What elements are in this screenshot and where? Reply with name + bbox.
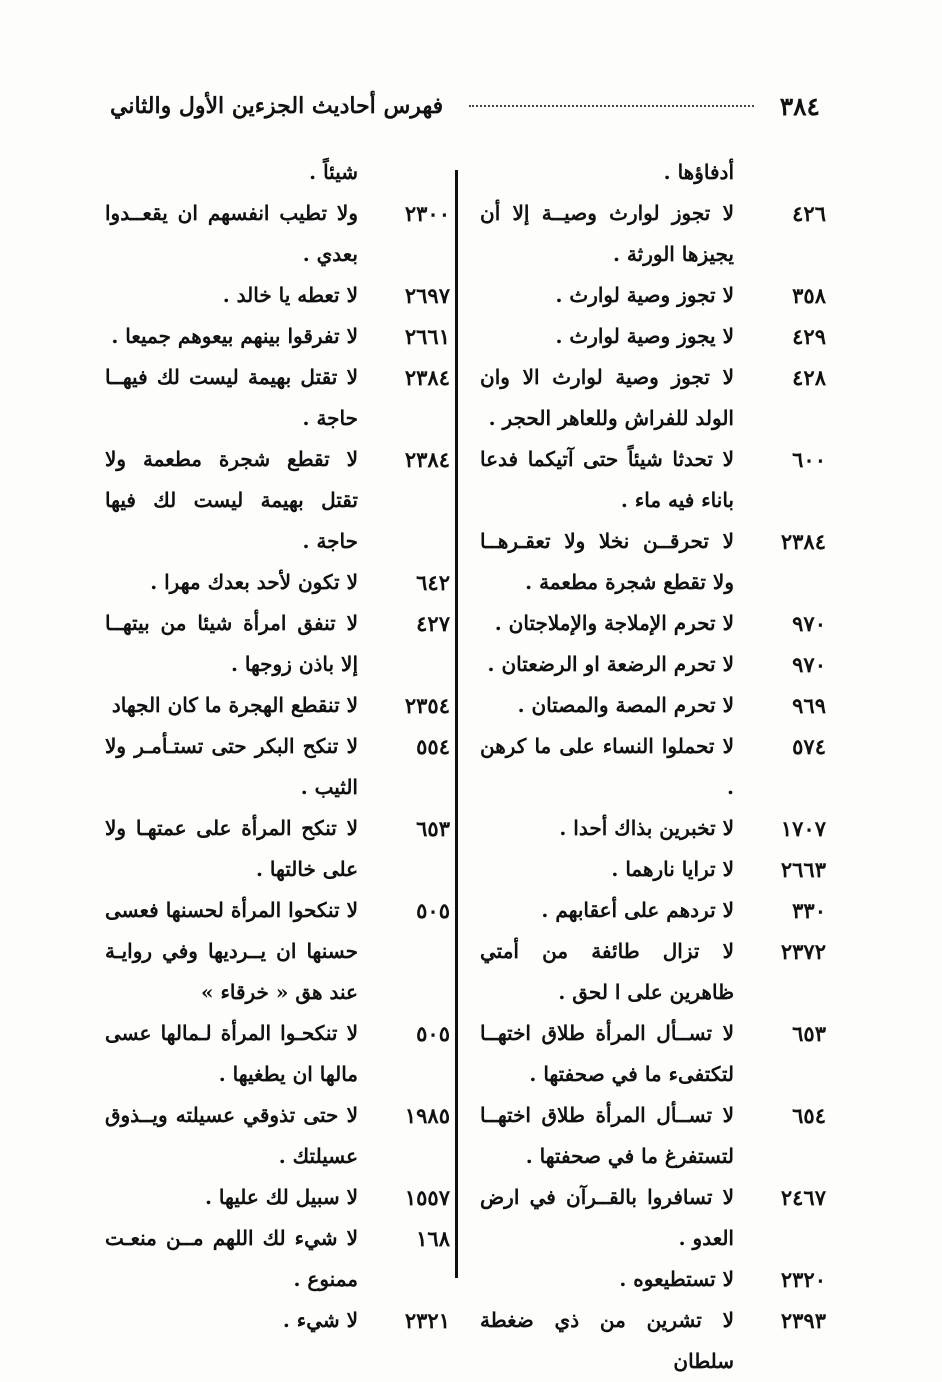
index-entry [480,1013,826,1095]
index-entry [105,316,450,357]
hadith-number: ٢٦٩٧ [404,283,450,308]
index-entry [105,1177,450,1218]
hadith-text: لا تنكح البكر حتى تستـأمـر ولا الثيب . [105,734,358,799]
hadith-text: ولا تطيب انفسهم ان يقعــدوا بعدي . [105,201,358,266]
hadith-number: ٤٢٩ [792,324,826,349]
index-entry [105,275,450,316]
hadith-text: لا تجوز وصية لوارث الا وان الولد للفراش وللعاهر الحجر . [480,365,734,430]
index-entry [480,439,826,521]
hadith-text: لا تجوز وصية لوارث . [555,283,734,307]
index-entry [105,439,450,562]
index-entry [480,521,826,603]
index-entry [480,275,826,316]
hadith-number: ٥٠٥ [416,1021,450,1046]
hadith-text: لا تحرم الإملاجة والإملاجتان . [494,611,734,635]
index-entry [105,726,450,808]
hadith-text: لا تنكح المرأة على عمتهـا ولا على خالتها . [105,816,358,881]
index-entry [480,931,826,1013]
hadith-text: لا تشرين من ذي ضغطة سلطان [480,1308,734,1373]
hadith-text: لا تردهم على أعقابهم . [541,898,734,922]
index-entry [480,357,826,439]
index-entry [480,644,826,685]
index-entry [480,316,826,357]
hadith-text: لا تستطيعوه . [619,1267,734,1291]
hadith-number: ٤٢٧ [416,611,450,636]
hadith-text: لا تخبرين بذاك أحدا . [559,816,734,840]
hadith-number: ٦٥٣ [416,816,450,841]
hadith-text: لا تحملوا النساء على ما كرهن . [480,734,734,799]
column-divider [455,170,458,1278]
hadith-text: لا تنكحوا المرأة لحسنها فعسى حسنها ان يــرديها وفي روايـة عند هق « خرقاء » [105,898,358,1004]
hadith-text: لا تزال طائفة من أمتي ظاهرين على ا لحق . [480,939,734,1004]
hadith-text: لا تكون لأحد بعدك مهرا . [150,570,358,594]
hadith-text: لا سبيل لك عليها . [204,1185,358,1209]
hadith-text: لا تفرقوا بينهم بيعوهم جميعا . [111,324,358,348]
hadith-number: ٣٥٨ [792,283,826,308]
hadith-number: ٥٥٤ [416,734,450,759]
hadith-number: ٤٢٨ [792,365,826,390]
hadith-number: ٢٣٢٠ [780,1267,826,1292]
hadith-number: ٦٠٠ [792,447,826,472]
hadith-text: لا تحرم الرضعة او الرضعتان . [487,652,734,676]
hadith-number: ٢٣٨٤ [404,365,450,390]
hadith-number: ٥٠٥ [416,898,450,923]
index-entry [105,1218,450,1300]
hadith-number: ٢٣٥٤ [404,693,450,718]
continued-text: شيئاً . [309,160,358,184]
hadith-text: لا تسافروا بالقــرآن في ارض العدو . [480,1185,734,1250]
hadith-number: ٢٦٦٣ [780,857,826,882]
page-header [110,86,820,126]
hadith-number: ٣٣٠ [792,898,826,923]
index-entry [480,1177,826,1259]
hadith-number: ٢٣٢١ [404,1308,450,1333]
hadith-text: لا شيء لك اللهم مــن منعـت ممنوع . [105,1226,358,1291]
hadith-number: ٢٣٨٤ [780,529,826,554]
index-column-left [105,152,450,1341]
index-entry [480,726,826,808]
index-entry [105,193,450,275]
hadith-text: لا تقطع شجرة مطعمة ولا تقتل بهيمة ليست لك فيها حاجة . [105,447,358,553]
header-dotted-rule [469,105,754,107]
hadith-number: ٢٣٠٠ [404,201,450,226]
index-entry [105,685,450,726]
hadith-text: لا تحدثا شيئاً حتى آتيكما فدعا باناء فيه ماء . [480,447,734,512]
hadith-number: ١٧٠٧ [780,816,826,841]
hadith-text: لا شيء . [282,1308,358,1332]
hadith-text: لا يجوز وصية لوارث . [555,324,734,348]
hadith-number: ٩٧٠ [792,652,826,677]
hadith-number: ٤٢٦ [792,201,826,226]
page-number: ٣٨٤ [779,91,820,121]
index-entry [105,890,450,1013]
hadith-text: لا تنفق امرأة شيئا من بيتهــا إلا باذن زوجها . [105,611,358,676]
page-title: فهرس أحاديث الجزءين الأول والثاني [110,93,444,119]
hadith-number: ٦٥٤ [792,1103,826,1128]
hadith-text: لا تقتل بهيمة ليست لك فيهــا حاجة . [105,365,358,430]
hadith-text: لا حتى تذوقي عسيلته ويــذوق عسيلتك . [105,1103,358,1168]
hadith-number: ١٦٨ [416,1226,450,1251]
hadith-number: ١٩٨٥ [404,1103,450,1128]
hadith-number: ٢٤٦٧ [780,1185,826,1210]
index-entry [105,1013,450,1095]
hadith-number: ٢٣٩٣ [780,1308,826,1333]
index-entry [105,1095,450,1177]
hadith-text: لا تعطه يا خالد . [222,283,358,307]
hadith-number: ٩٧٠ [792,611,826,636]
hadith-number: ٦٥٣ [792,1021,826,1046]
hadith-text: لا تســأل المرأة طلاق اختهــا لتستفرغ ما في صحفتها . [480,1103,734,1168]
hadith-number: ٢٣٧٢ [780,939,826,964]
hadith-text: لا تنكحـوا المرأة لـمالها عسى مالها ان يطغيها . [105,1021,358,1086]
hadith-number: ٥٧٤ [792,734,826,759]
index-entry [480,808,826,849]
hadith-number: ٢٦٦١ [404,324,450,349]
hadith-number: ٢٣٨٤ [404,447,450,472]
index-entry [480,193,826,275]
index-entry [105,603,450,685]
hadith-text: لا تجوز لوارث وصيــة إلا أن يجيزها الورثة . [480,201,734,266]
index-column-right [480,152,826,1382]
index-entry [480,890,826,931]
index-entry [105,357,450,439]
index-entry [480,1259,826,1300]
index-entry [480,1095,826,1177]
index-entry [105,562,450,603]
index-entry [480,685,826,726]
hadith-number: ٦٤٢ [416,570,450,595]
hadith-number: ١٥٥٧ [404,1185,450,1210]
continued-text: أدفاؤها . [663,160,734,184]
index-entry [480,603,826,644]
hadith-text: لا ترايا نارهما . [611,857,734,881]
hadith-text: لا تحرقــن نخلا ولا تعقـرهــا ولا تقطع شجرة مطعمة . [480,529,734,594]
hadith-text: لا تســأل المرأة طلاق اختهــا لتكتفىء ما في صحفتها . [480,1021,734,1086]
index-entry [105,1300,450,1341]
hadith-text: لا تحرم المصة والمصتان . [517,693,734,717]
index-entry [480,849,826,890]
index-entry [105,808,450,890]
hadith-text: لا تنقطع الهجرة ما كان الجهاد [111,693,358,717]
hadith-number: ٩٦٩ [792,693,826,718]
